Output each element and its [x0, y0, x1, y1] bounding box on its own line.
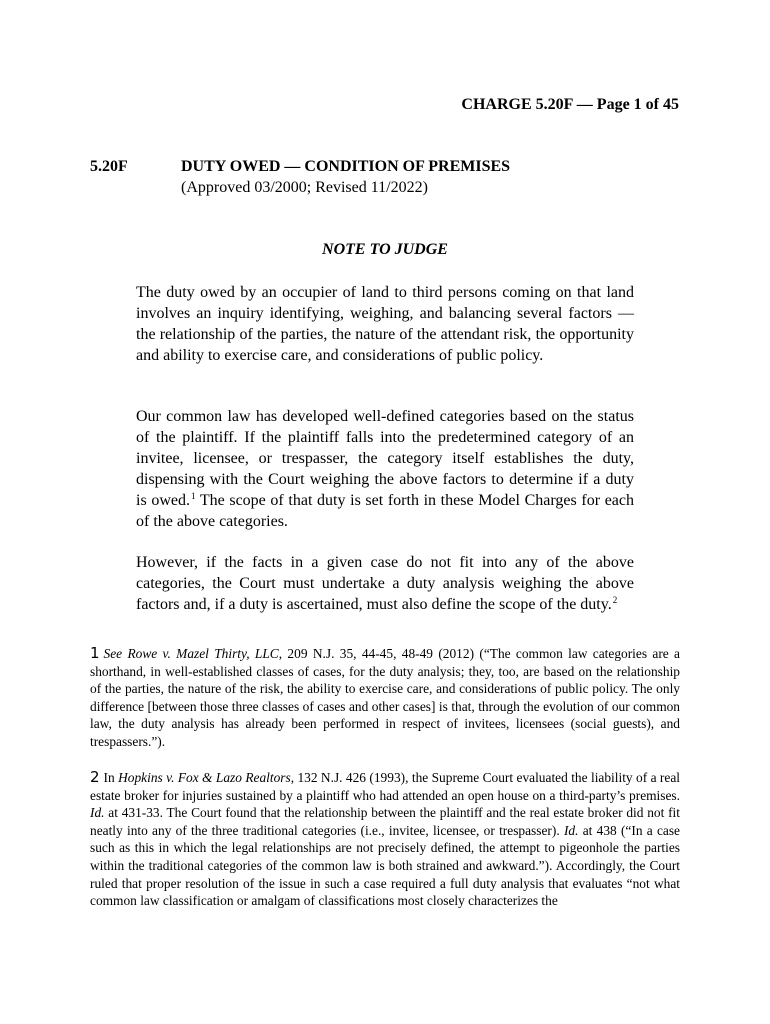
footnote-number: 2	[90, 769, 100, 786]
footnote-text: at 431-33. The Court found that the relationship between the plaintiff and the real estate broker did not fit neatly into any of the three traditional categories (i.e., invitee, licensee, or trespasser).	[90, 805, 680, 838]
footnote-text: , 209 N.J. 35, 44-45, 48-49 (2012) (“The common law categories are a shorthand, in well-established classes of cases, for the duty analysis; they, too, are based on the relationship of the parties, the nature of the risk, the ability to exercise care, and considerations of public policy. The only difference [between those three classes of cases and other cases] is that, through the evolution of our common law, the duty analysis has already been performed in respect of invitees, licensees (social guests), and trespassers.”).	[90, 646, 681, 749]
footnote-text: , 132 N.J. 426 (1993), the Supreme Court evaluated the liability of a real estate broker for injuries sustained by a plaintiff who had attended an open house on a third-party’s premises.	[90, 770, 680, 803]
paragraph-text: The duty owed by an occupier of land to third persons coming on that land involves an inquiry identifying, weighing, and balancing several factors — the relationship of the parties, the nature of the attendant risk, the opportunity and ability to exercise care, and considerations of public policy.	[136, 284, 634, 364]
footnote-text: at 438 (“In a case such as this in which the legal relationships are not precisely defined, the attempt to pigeonhole the parties within the traditional categories of the common law is both strained and awkward.”). Accordingly, the Court ruled that proper resolution of the issue in such a case required a full duty analysis that evaluates “not what common law classification or amalgam of classifications most closely characterizes the	[90, 822, 680, 909]
approval-dates: (Approved 03/2000; Revised 11/2022)	[181, 179, 428, 196]
running-header: CHARGE 5.20F — Page 1 of 45	[461, 96, 679, 113]
footnote-number: 1	[90, 644, 100, 662]
footnote-reference-2[interactable]: 2	[612, 594, 618, 605]
footnote-text: In	[103, 770, 119, 785]
footnote-citation: Id.	[563, 822, 579, 838]
charge-title: DUTY OWED — CONDITION OF PREMISES	[181, 158, 511, 175]
footnote-citation: See Rowe v. Mazel Thirty, LLC	[103, 646, 279, 661]
footnote-reference-1[interactable]: 1	[190, 490, 196, 501]
footnote-2	[90, 769, 680, 935]
paragraph-text: The scope of that duty is set forth in these Model Charges for each of the above categories.	[136, 492, 635, 530]
paragraph-text: Our common law has developed well-defined categories based on the status of the plaintiff. If the plaintiff falls into the predetermined category of an invitee, licensee, or trespasser, the category itself establishes the duty, dispensing with the Court weighing the above factors to determine if a duty is owed.	[136, 408, 634, 509]
paragraph-common-law-categories	[136, 406, 634, 532]
paragraph-text: However, if the facts in a given case do not fit into any of the above categories, the Court must undertake a duty analysis weighing the above factors and, if a duty is ascertained, must also define the scope of the duty.	[136, 554, 634, 613]
footnote-citation: Hopkins v. Fox & Lazo Realtors	[118, 770, 291, 785]
paragraph-duty-analysis	[136, 552, 634, 615]
note-to-judge-heading: NOTE TO JUDGE	[322, 241, 448, 258]
charge-number: 5.20F	[90, 158, 128, 175]
footnote-1	[90, 645, 680, 751]
paragraph-duty-inquiry	[136, 282, 634, 366]
footnote-citation: Id.	[90, 805, 105, 821]
